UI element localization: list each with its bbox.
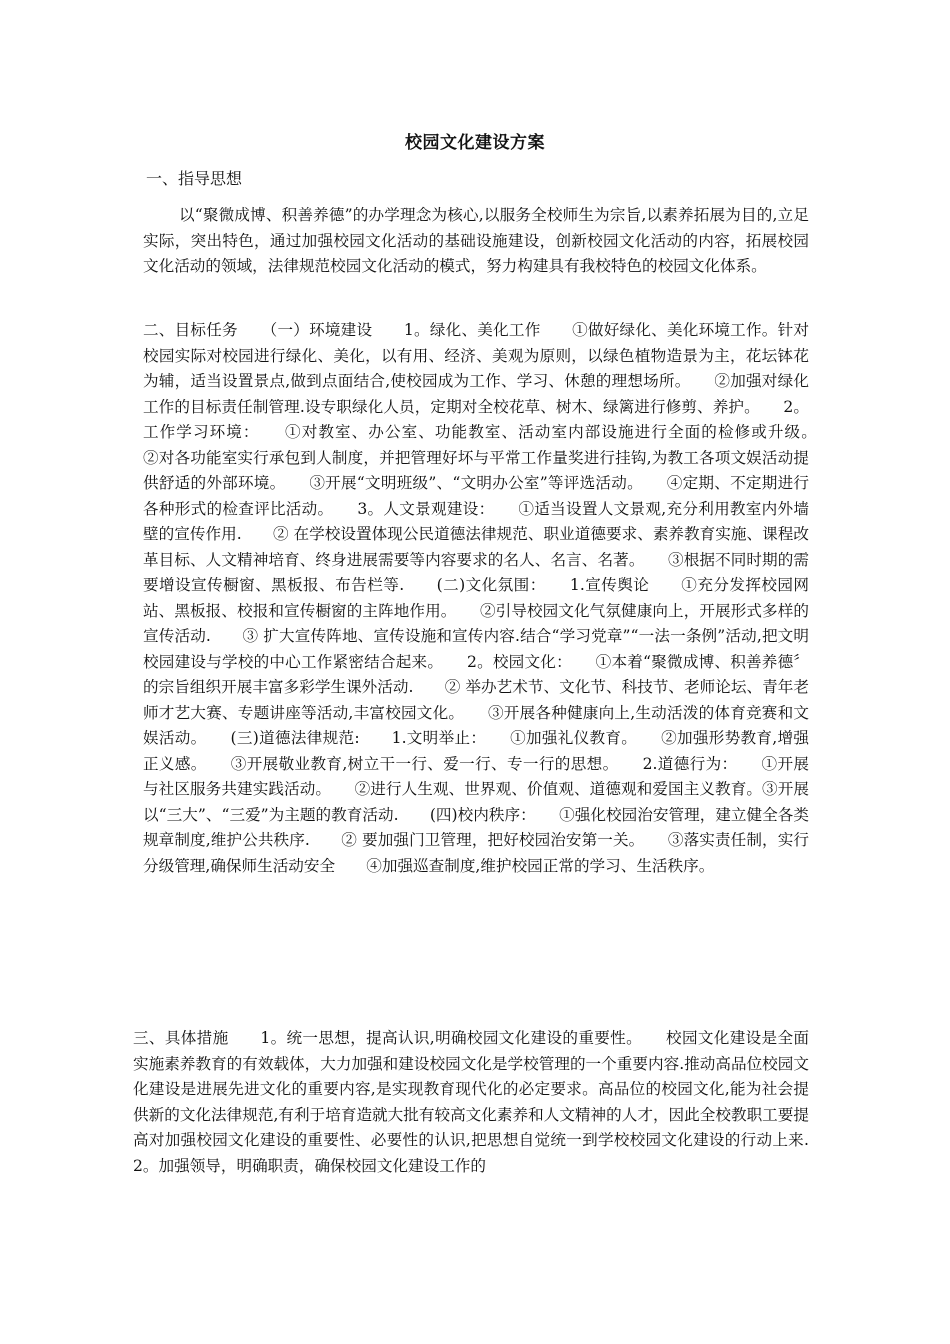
document-title: 校园文化建设方案 xyxy=(405,133,545,153)
paragraph-guiding-thought: 以“聚微成博、积善养德”的办学理念为核心,以服务全校师生为宗旨,以素养拓展为目的,立足实际，突出特色，通过加强校园文化活动的基础设施建设，创新校园文化活动的内容，拓展校园文化活动的领域，法律规范校园文化活动的模式，努力构建具有我校特色的校园文化体系。 xyxy=(143,206,809,275)
paragraph-specific-measures: 三、具体措施 1。统一思想，提高认识,明确校园文化建设的重要性。 校园文化建设是全面实施素养教育的有效载体，大力加强和建设校园文化是学校管理的一个重要内容.推动高品位校园文化建设是进展先进文化的重要内容,是实现教育现代化的必定要求。高品位的校园文化,能为社会提供新的文化法律规范,有利于培育造就大批有较高文化素养和人文精神的人才，因此全校教职工要提高对加强校园文化建设的重要性、必要性的认识,把思想自觉统一到学校校园文化建设的行动上来. 2。加强领导，明确职责，确保校园文化建设工作的 xyxy=(133,1029,841,1175)
section-heading-guiding-thought: 一、指导思想 xyxy=(146,169,243,188)
paragraph-goals-tasks: 二、目标任务 （一）环境建设 1。绿化、美化工作 ①做好绿化、美化环境工作。针对校园实际对校园进行绿化、美化，以有用、经济、美观为原则，以绿色植物造景为主，花坛钵花为辅，适当设置景点,做到点面结合,使校园成为工作、学习、休憩的理想场所。 ②加强对绿化工作的目标责任制管理.设专职绿化人员，定期对全校花草、树木、绿篱进行修剪、养护。 2。工作学习环境： ①对教室、办公室、功能教室、活动室内部设施进行全面的检修或升级。 ②对各功能室实行承包到人制度，并把管理好坏与平常工作量奖进行挂钩,为教工各项文娱活动提供舒适的外部环境。 ③开展“文明班级”、“文明办公室”等评选活动。 ④定期、不定期进行各种形式的检查评比活动。 3。人文景观建设： ①适当设置人文景观,充分利用教室内外墙壁的宣传作用. ② 在学校设置体现公民道德法律规范、职业道德要求、素养教育实施、课程改革目标、人文精神培育、终身进展需要等内容要求的名人、名言、名著。 ③根据不同时期的需要增设宣传橱窗、黑板报、布告栏等. (二)文化氛围： 1.宣传舆论 ①充分发挥校园网站、黑板报、校报和宣传橱窗的主阵地作用。 ②引导校园文化气氛健康向上，开展形式多样的宣传活动. ③ 扩大宣传阵地、宣传设施和宣传内容.结合“学习党章”“一法一条例”活动,把文明校园建设与学校的中心工作紧密结合起来。 2。校园文化： ①本着“聚微成博、积善养德〞的宗旨组织开展丰富多彩学生课外活动. ② 举办艺术节、文化节、科技节、老师论坛、青年老师才艺大赛、专题讲座等活动,丰富校园文化。 ③开展各种健康向上,生动活泼的体育竞赛和文娱活动。 (三)道德法律规范: 1.文明举止： ①加强礼仪教育。 ②加强形势教育,增强正义感。 ③开展敬业教育,树立干一行、爱一行、专一行的思想。 2.道德行为： ①开展与社区服务共建实践活动。 ②进行人生观、世界观、价值观、道德观和爱国主义教育。③开展以“三大”、“三爱”为主题的教育活动. (四)校内秩序： ①强化校园治安管理，建立健全各类规章制度,维护公共秩序. ② 要加强门卫管理，把好校园治安第一关。 ③落实责任制，实行分级管理,确保师生活动安全 ④加强巡查制度,维护校园正常的学习、生活秩序。 xyxy=(143,321,841,875)
